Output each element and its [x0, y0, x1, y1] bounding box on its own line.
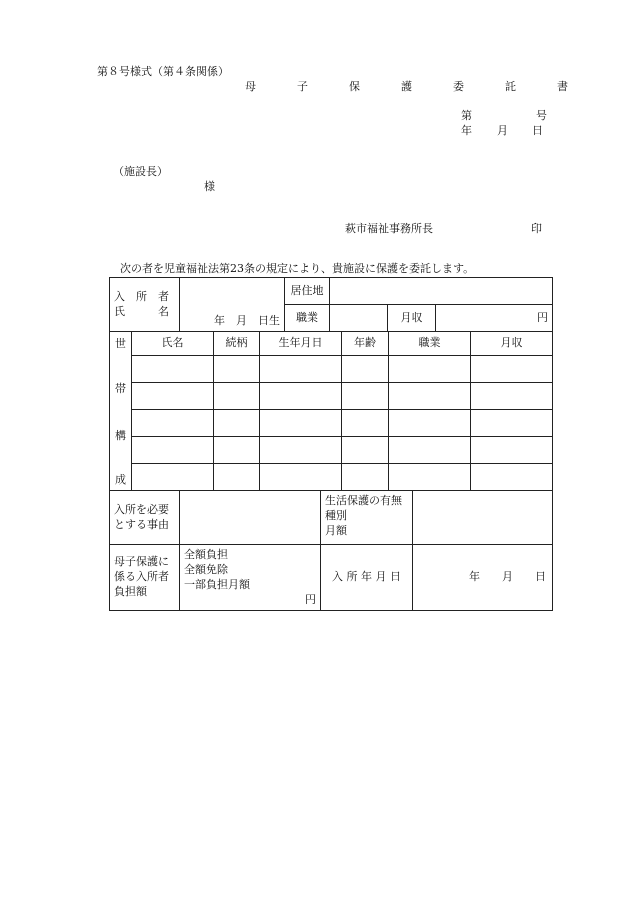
col-name: 氏名: [132, 332, 214, 356]
household-side-label: 世 帯 構 成: [110, 332, 132, 491]
date-day: 日: [532, 124, 543, 137]
seal-mark: 印: [531, 222, 542, 235]
burden-table: [109, 544, 553, 611]
col-relation: 続柄: [214, 332, 260, 356]
burden-label: 母子保護に係る入所者負担額: [110, 545, 180, 611]
option-full: 全額負担: [184, 548, 228, 561]
welfare-label: 生活保護の有無 種別 月額: [321, 491, 413, 545]
job-label: 職業: [285, 305, 330, 332]
address-cell[interactable]: [330, 278, 553, 305]
applicant-name-label: 入 所 者 氏 名: [110, 278, 180, 332]
applicant-name-cell[interactable]: [180, 278, 285, 332]
col-birthdate: 生年月日: [260, 332, 342, 356]
sender-name: 萩市福祉事務所長: [345, 222, 433, 235]
doc-number-go: 号: [536, 109, 547, 122]
col-income: 月収: [471, 332, 553, 356]
income-label: 月収: [388, 305, 436, 332]
col-age: 年齢: [342, 332, 389, 356]
job-cell[interactable]: [330, 305, 388, 332]
addressee-sama: 様: [204, 180, 215, 193]
date-month: 月: [497, 124, 508, 137]
document-title: 母 子 保 護 委 託 書: [245, 80, 583, 93]
form-number: 第８号様式（第４条関係）: [97, 65, 229, 78]
option-exempt: 全額免除: [184, 562, 228, 576]
option-partial: 一部負担月額: [184, 577, 250, 591]
table-row: [110, 383, 553, 410]
birth-date-label: 年 月 日生: [214, 314, 280, 328]
date-year: 年: [461, 124, 472, 137]
doc-number-dai: 第: [461, 109, 472, 122]
intro-text: 次の者を児童福祉法第23条の規定により、貴施設に保護を委託します。: [120, 262, 475, 275]
addressee-facility: （施設長）: [113, 165, 168, 178]
table-row: [110, 437, 553, 464]
welfare-cell[interactable]: [413, 491, 553, 545]
burden-options[interactable]: [180, 545, 321, 611]
income-cell[interactable]: [436, 305, 553, 332]
col-occupation: 職業: [389, 332, 471, 356]
table-row: [110, 356, 553, 383]
income-yen: 円: [537, 310, 548, 324]
reason-cell[interactable]: [180, 491, 321, 545]
burden-yen: 円: [305, 592, 316, 606]
household-table: [109, 331, 553, 491]
address-label: 居住地: [285, 278, 330, 305]
applicant-table: [109, 277, 553, 332]
reason-table: [109, 490, 553, 545]
admission-date-label: 入 所 年 月 日: [321, 545, 413, 611]
table-row: [110, 464, 553, 491]
table-row: [110, 410, 553, 437]
reason-label: 入所を必要とする事由: [110, 491, 180, 545]
admission-date-cell[interactable]: 年 月 日: [413, 545, 553, 611]
